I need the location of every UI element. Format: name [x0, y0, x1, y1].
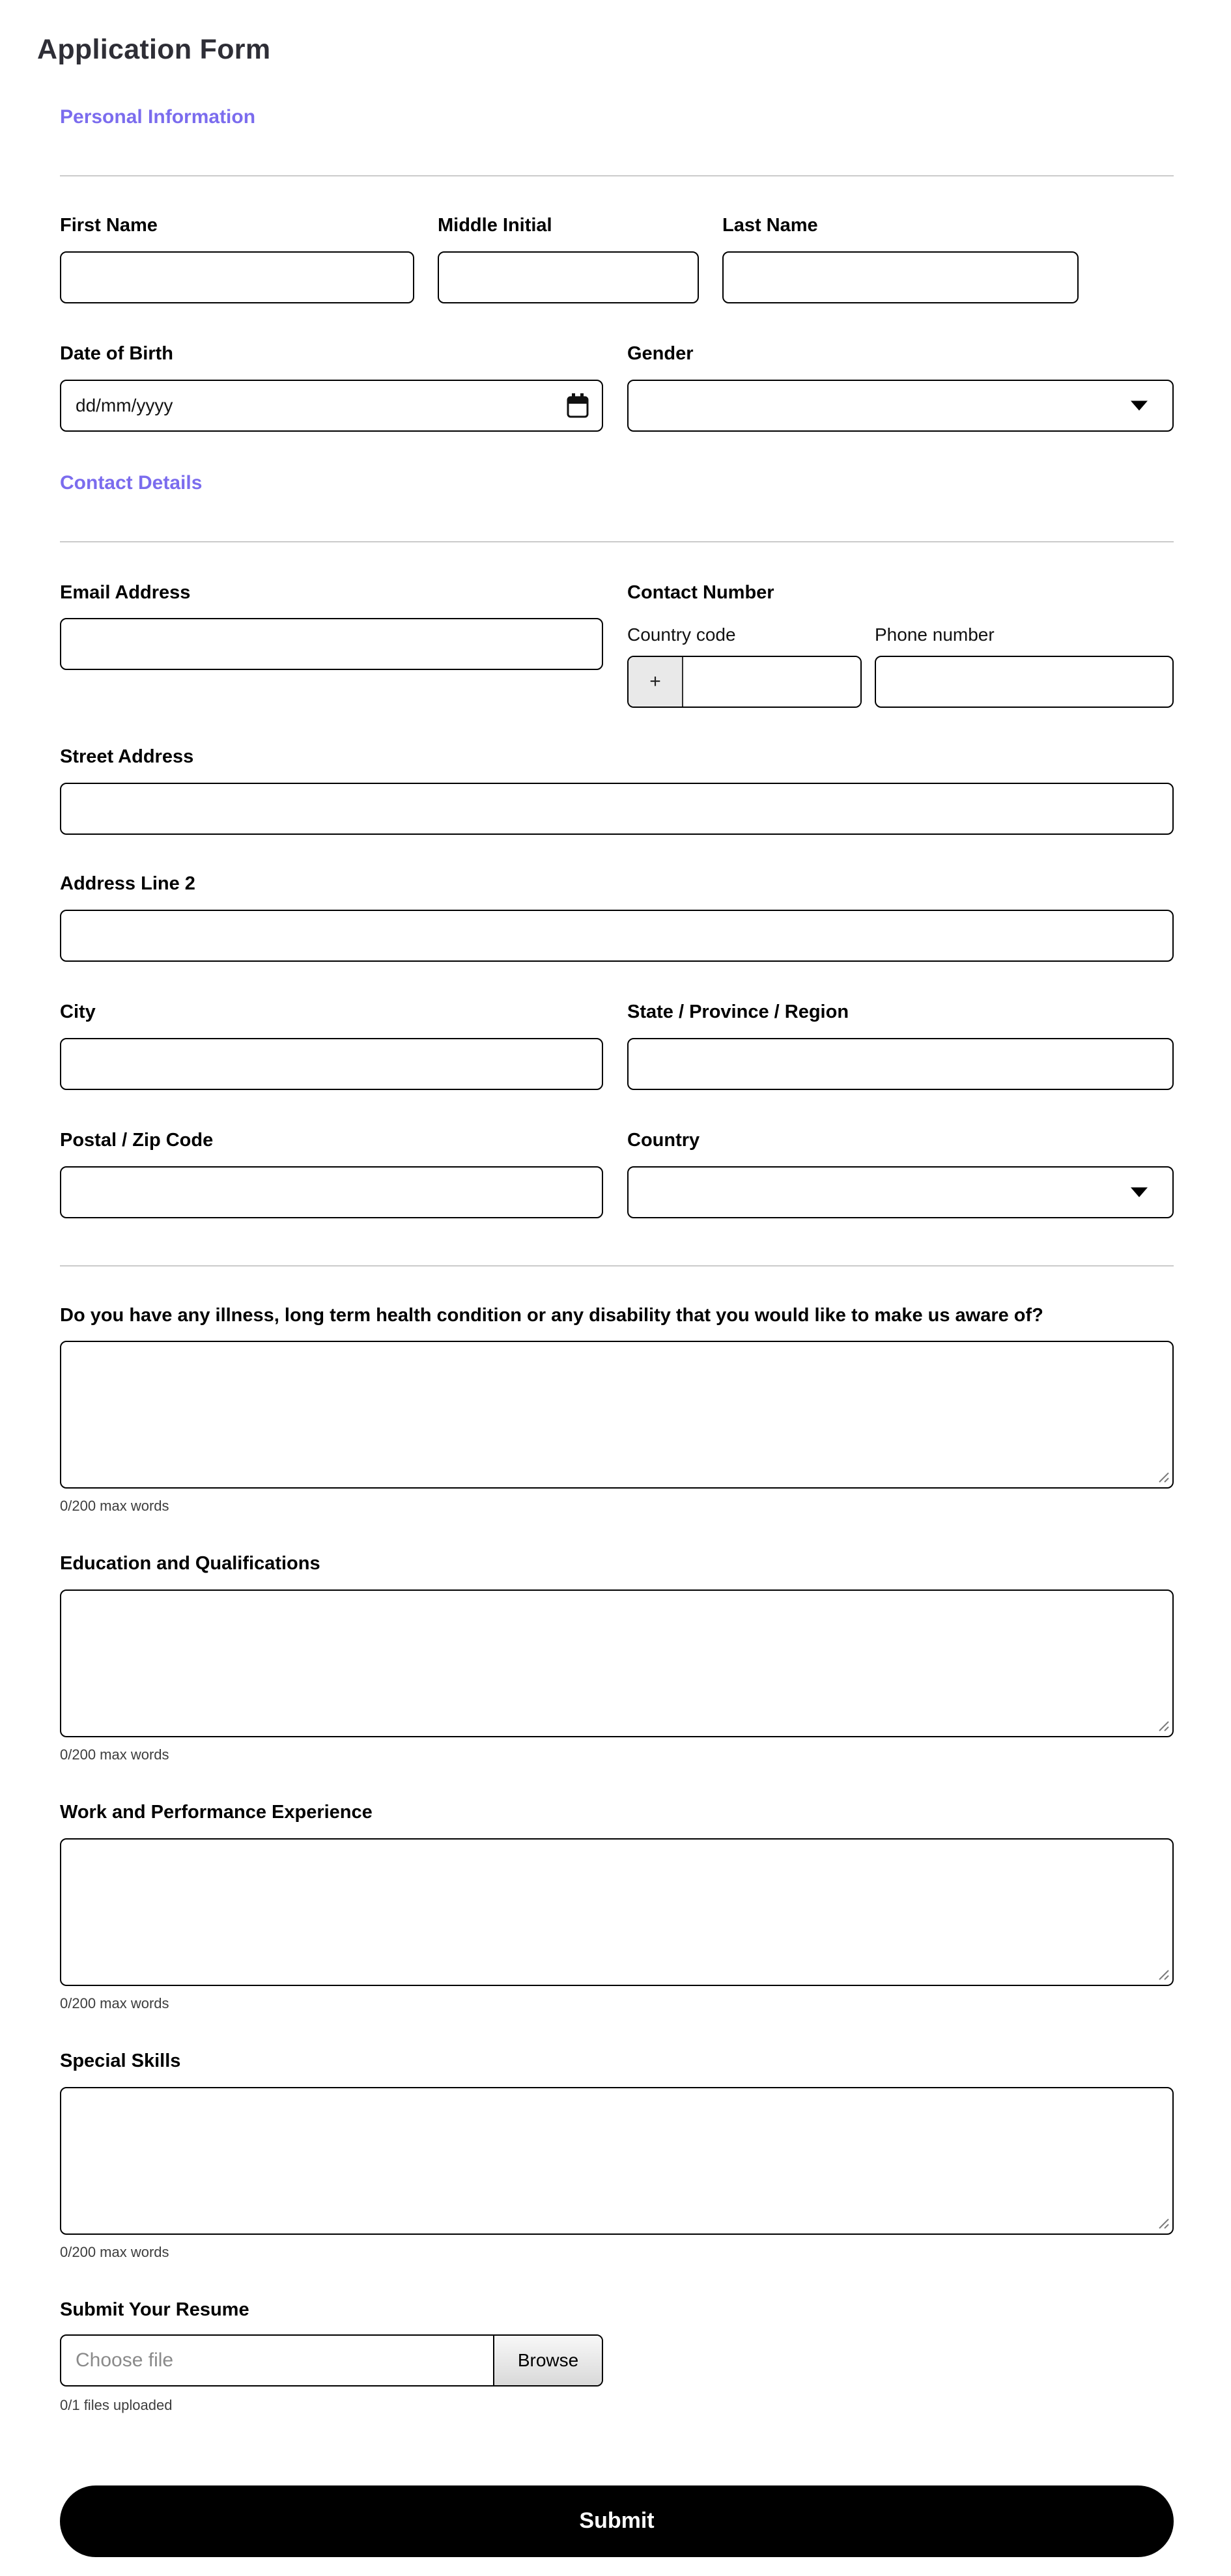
email-field-group [60, 581, 603, 708]
work-word-counter: 0/200 max words [60, 1995, 169, 2011]
work-textarea[interactable] [60, 1838, 1174, 1986]
middle-initial-input[interactable] [438, 251, 699, 303]
contact-number-label: Contact Number [627, 581, 774, 603]
education-textarea[interactable] [60, 1589, 1174, 1737]
form-area [60, 106, 1174, 2557]
last-name-field-group [722, 214, 1079, 303]
country-code-label: Country code [627, 624, 736, 645]
country-label: Country [627, 1129, 700, 1151]
phone-number-input[interactable] [875, 656, 1174, 708]
postal-field-group [60, 1129, 603, 1218]
section-divider [60, 175, 1174, 176]
gender-field-group [627, 343, 1174, 432]
postal-input[interactable] [60, 1166, 603, 1218]
health-word-counter: 0/200 max words [60, 1498, 169, 1515]
file-upload-group[interactable] [60, 2334, 603, 2387]
phone-number-group [875, 624, 1174, 708]
education-label: Education and Qualifications [60, 1553, 320, 1575]
last-name-input[interactable] [722, 251, 1079, 303]
country-code-input-group [627, 656, 862, 708]
country-code-group [627, 624, 862, 708]
city-field-group [60, 1001, 603, 1090]
health-textarea[interactable] [60, 1341, 1174, 1489]
chevron-down-icon [1131, 1187, 1148, 1197]
email-label: Email Address [60, 581, 191, 603]
street-address-input[interactable] [60, 783, 1174, 835]
work-textarea-wrap [60, 1838, 1174, 1986]
address-line2-label: Address Line 2 [60, 873, 195, 895]
first-name-input[interactable] [60, 251, 414, 303]
name-row [60, 214, 1174, 303]
section-header-personal-information: Personal Information [60, 106, 256, 128]
last-name-label: Last Name [722, 215, 818, 236]
city-input[interactable] [60, 1038, 603, 1090]
calendar-icon[interactable] [567, 393, 589, 418]
dob-field-group [60, 343, 603, 432]
skills-word-counter: 0/200 max words [60, 2243, 169, 2260]
browse-button[interactable]: Browse [493, 2336, 602, 2385]
dob-label: Date of Birth [60, 343, 173, 364]
plus-prefix: + [629, 657, 683, 707]
state-label: State / Province / Region [627, 1001, 849, 1022]
education-textarea-wrap [60, 1589, 1174, 1737]
section-header-contact-details: Contact Details [60, 471, 203, 494]
middle-initial-field-group [438, 214, 699, 303]
section-divider [60, 541, 1174, 542]
skills-label: Special Skills [60, 2050, 181, 2071]
dob-input[interactable] [60, 380, 603, 432]
resume-label: Submit Your Resume [60, 2299, 249, 2320]
section-divider [60, 1265, 1174, 1267]
gender-select[interactable] [627, 380, 1174, 432]
dob-gender-row [60, 343, 1174, 432]
email-contact-row [60, 581, 1174, 708]
education-word-counter: 0/200 max words [60, 1746, 169, 1763]
files-uploaded-counter: 0/1 files uploaded [60, 2396, 173, 2413]
skills-textarea-wrap [60, 2087, 1174, 2235]
state-field-group [627, 1001, 1174, 1090]
skills-textarea[interactable] [60, 2087, 1174, 2235]
address-line2-field-group [60, 873, 1174, 962]
education-field-group [60, 1552, 1174, 1763]
city-label: City [60, 1001, 96, 1022]
street-address-label: Street Address [60, 746, 194, 768]
first-name-label: First Name [60, 215, 158, 236]
skills-field-group [60, 2050, 1174, 2261]
first-name-field-group [60, 214, 414, 303]
health-textarea-wrap [60, 1341, 1174, 1489]
city-state-row [60, 1001, 1174, 1090]
health-field-group [60, 1304, 1174, 1515]
page-title: Application Form [37, 34, 271, 65]
submit-button[interactable]: Submit [60, 2485, 1174, 2557]
country-code-input[interactable] [683, 657, 860, 707]
street-address-field-group [60, 746, 1174, 835]
country-field-group [627, 1129, 1174, 1218]
phone-number-label: Phone number [875, 624, 995, 645]
health-question-label: Do you have any illness, long term health condition or any disability that you would like to make us aware of? [60, 1304, 1043, 1326]
postal-country-row [60, 1129, 1174, 1218]
contact-number-row [627, 624, 1174, 708]
work-field-group [60, 1801, 1174, 2012]
file-placeholder-text: Choose file [76, 2349, 174, 2371]
resume-field-group [60, 2299, 1174, 2414]
state-input[interactable] [627, 1038, 1174, 1090]
chevron-down-icon [1131, 400, 1148, 410]
middle-initial-label: Middle Initial [438, 215, 552, 236]
contact-number-field-group [627, 581, 1174, 708]
work-label: Work and Performance Experience [60, 1802, 373, 1823]
dob-input-wrap [60, 380, 603, 432]
postal-label: Postal / Zip Code [60, 1129, 214, 1151]
address-line2-input[interactable] [60, 910, 1174, 962]
country-select[interactable] [627, 1166, 1174, 1218]
email-input[interactable] [60, 618, 603, 670]
gender-label: Gender [627, 343, 694, 364]
